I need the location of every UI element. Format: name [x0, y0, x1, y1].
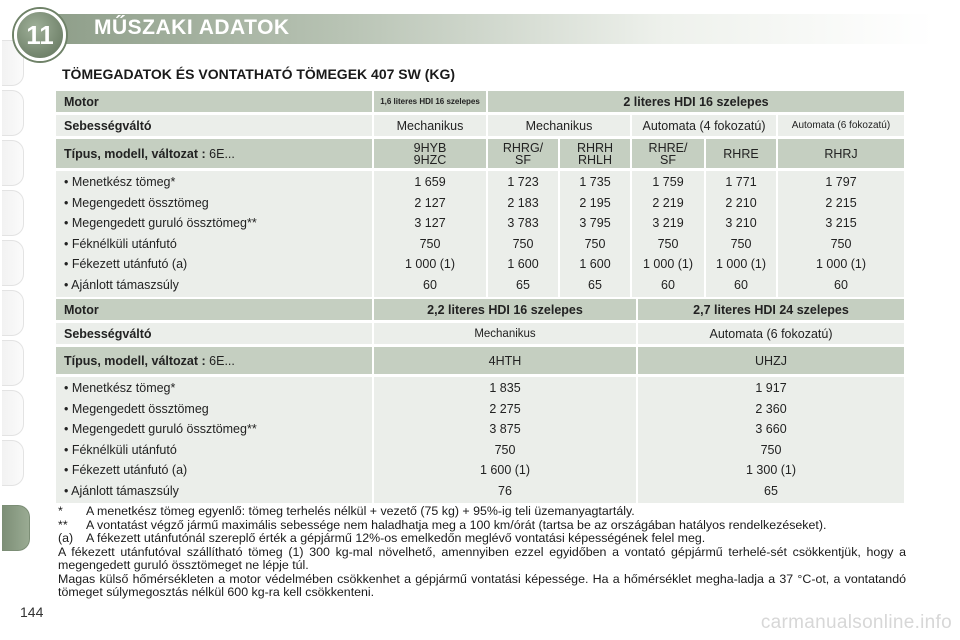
chapter-title: MŰSZAKI ADATOK [94, 16, 290, 39]
row-label: • Megengedett össztömeg [64, 401, 209, 416]
value-cell: 1 835 [489, 381, 521, 395]
note-paragraph: Magas külső hőmérsékleten a motor védelmében csökkenhet a gépjármű vontatási képessége. Ha a hőmérséklet megha-ladja a 37 °C-ot, a vontatandó tömeget súlymegosztás nélkül 600 kg-ra kell csökkenteni. [58, 571, 906, 599]
type-label [56, 347, 374, 374]
value-cell: 2 195 [579, 195, 611, 210]
chapter-tab[interactable] [2, 140, 24, 186]
motor-row [56, 91, 904, 112]
gearbox-value: Mechanikus [374, 323, 638, 344]
footnote [58, 505, 906, 519]
motor-name: 2,7 literes HDI 24 szelepes [638, 299, 904, 320]
chapter-tab[interactable] [2, 90, 24, 136]
value-cell: 76 [498, 483, 512, 498]
value-cell: 2 215 [825, 195, 857, 210]
gearbox-value: Automata (6 fokozatú) [778, 115, 904, 136]
type-code: RHRE [706, 139, 778, 168]
footnote [58, 532, 906, 546]
type-code-line: SF [515, 152, 531, 167]
row-labels [56, 171, 374, 297]
row-label: • Menetkész tömeg* [64, 381, 176, 395]
values-block [56, 171, 904, 297]
row-label: • Fékezett utánfutó (a) [64, 257, 188, 271]
value-cell: 1 735 [579, 175, 611, 189]
type-code-line: RHLH [577, 152, 613, 167]
value-column [632, 171, 706, 297]
gearbox-value: Automata (4 fokozatú) [632, 115, 778, 136]
row-label: • Megengedett guruló össztömeg** [64, 422, 257, 436]
value-cell: 750 [584, 236, 606, 251]
footnote-mark: * [58, 504, 63, 518]
chapter-tab[interactable] [2, 390, 24, 436]
value-cell: 2 275 [489, 401, 521, 416]
chapter-number-badge [14, 9, 66, 61]
motor-name: 1,6 literes HDI 16 szelepes [374, 91, 488, 112]
value-cell: 1 600 [507, 257, 539, 271]
motor-row [56, 299, 904, 320]
chapter-tab[interactable] [2, 340, 24, 386]
type-row [56, 139, 904, 168]
value-cell: 1 000 (1) [404, 257, 456, 271]
value-cell: 3 215 [825, 216, 857, 230]
value-cell: 750 [494, 442, 516, 457]
type-code-line: 9HZC [413, 152, 447, 167]
value-cell: 750 [730, 236, 752, 251]
value-cell: 2 219 [652, 195, 684, 210]
type-label [56, 139, 374, 168]
row-label: • Menetkész tömeg* [64, 175, 176, 189]
chapter-tab-active[interactable] [2, 505, 30, 551]
value-cell: 750 [657, 236, 679, 251]
footnotes [58, 505, 906, 600]
value-cell: 1 917 [755, 381, 787, 395]
gearbox-value: Mechanikus [374, 115, 488, 136]
value-cell: 1 300 (1) [745, 463, 797, 477]
value-cell: 2 360 [755, 401, 787, 416]
chapter-tab[interactable] [2, 190, 24, 236]
value-column [374, 377, 638, 503]
value-cell: 2 210 [725, 195, 757, 210]
gearbox-value: Mechanikus [488, 115, 632, 136]
row-label: • Féknélküli utánfutó [64, 236, 177, 251]
type-suffix: 6E... [209, 146, 235, 161]
motor-name: 2,2 literes HDI 16 szelepes [374, 299, 638, 320]
value-cell: 1 723 [507, 175, 539, 189]
footnote-mark: (a) [58, 531, 74, 545]
value-cell: 65 [588, 277, 602, 292]
value-cell: 2 183 [507, 195, 539, 210]
value-cell: 60 [734, 277, 748, 292]
gearbox-value: Automata (6 fokozatú) [638, 323, 904, 344]
weights-table-1 [56, 88, 904, 300]
value-cell: 60 [661, 277, 675, 292]
row-label: • Megengedett guruló össztömeg** [64, 216, 257, 230]
type-code [488, 139, 560, 168]
type-code [374, 139, 488, 168]
value-cell: 60 [834, 277, 848, 292]
gearbox-row [56, 115, 904, 136]
type-code-line: 9HYB [413, 140, 447, 155]
chapter-number: 11 [26, 19, 54, 50]
type-row [56, 347, 904, 374]
value-cell: 3 660 [755, 422, 787, 436]
motor-label: Motor [56, 91, 374, 112]
row-label: • Ajánlott támaszsúly [64, 483, 179, 498]
type-code: 4HTH [374, 347, 638, 374]
footnote-mark: ** [58, 517, 68, 532]
type-code-line: RHRH [576, 140, 614, 155]
type-suffix: 6E... [209, 353, 235, 368]
row-label: • Fékezett utánfutó (a) [64, 463, 188, 477]
value-cell: 750 [760, 442, 782, 457]
type-code: RHRJ [778, 139, 904, 168]
value-cell: 3 210 [725, 216, 757, 230]
value-column [374, 171, 488, 297]
value-cell: 1 759 [652, 175, 684, 189]
gearbox-label: Sebességváltó [56, 115, 374, 136]
type-code-line: RHRG/ [502, 140, 544, 155]
value-cell: 1 659 [414, 175, 446, 189]
footnote [58, 519, 906, 533]
motor-name: 2 literes HDI 16 szelepes [488, 91, 904, 112]
value-cell: 750 [830, 236, 852, 251]
value-cell: 1 771 [725, 175, 757, 189]
type-label-text: Típus, modell, változat : [64, 146, 206, 161]
type-code [632, 139, 706, 168]
type-code [560, 139, 632, 168]
value-cell: 1 000 (1) [715, 257, 767, 271]
value-cell: 1 000 (1) [815, 257, 867, 271]
value-cell: 65 [764, 483, 778, 498]
section-title: TÖMEGADATOK ÉS VONTATHATÓ TÖMEGEK 407 SW (KG) [62, 66, 456, 82]
values-block [56, 377, 904, 503]
chapter-tab[interactable] [2, 440, 24, 486]
gearbox-label: Sebességváltó [56, 323, 374, 344]
type-code: UHZJ [638, 347, 904, 374]
value-cell: 3 795 [579, 216, 611, 230]
footnote-text: A vontatást végző jármű maximális sebessége nem haladhatja meg a 100 km/órát (tartsa be az országában hatályos rendelkezéseket). [86, 517, 827, 532]
row-labels [56, 377, 374, 503]
value-cell: 1 600 (1) [479, 463, 531, 477]
value-cell: 3 219 [652, 216, 684, 230]
value-cell: 1 797 [825, 175, 857, 189]
value-cell: 60 [423, 277, 437, 292]
type-code-line: SF [660, 152, 676, 167]
footnote-text: A menetkész tömeg egyenlő: tömeg terhelés nélkül + vezető (75 kg) + 95%-ig teli üzemanyagtartály. [86, 504, 635, 518]
chapter-tab[interactable] [2, 240, 24, 286]
value-cell: 750 [512, 236, 534, 251]
footnote-text: A fékezett utánfutónál szereplő érték a gépjármű 12%-os emelkedőn meglévő vontatási képességének felel meg. [86, 531, 706, 545]
value-column [560, 171, 632, 297]
value-column [706, 171, 778, 297]
value-cell: 3 127 [414, 216, 446, 230]
chapter-tab[interactable] [2, 290, 24, 336]
value-cell: 2 127 [414, 195, 446, 210]
chapter-tab-strip [0, 0, 26, 640]
watermark: carmanualsonline.info [760, 612, 952, 633]
value-cell: 750 [419, 236, 441, 251]
value-cell: 1 600 [579, 257, 611, 271]
value-cell: 1 000 (1) [642, 257, 694, 271]
weights-table-2 [56, 296, 904, 506]
type-label-text: Típus, modell, változat : [64, 353, 206, 368]
value-cell: 3 783 [507, 216, 539, 230]
value-column [488, 171, 560, 297]
motor-label: Motor [56, 299, 374, 320]
row-label: • Ajánlott támaszsúly [64, 277, 179, 292]
value-column [638, 377, 904, 503]
value-cell: 65 [516, 277, 530, 292]
page-number: 144 [20, 604, 44, 620]
value-cell: 3 875 [489, 422, 521, 436]
note-paragraph: A fékezett utánfutóval szállítható tömeg (1) 300 kg-mal növelhető, amennyiben ezzel egyidőben a vontató gépjármű terhelé-sét csökkentjük, hogy a megengedett guruló össztömeget ne lépje túl. [58, 544, 906, 572]
type-code-line: RHRE/ [648, 140, 688, 155]
row-label: • Féknélküli utánfutó [64, 442, 177, 457]
gearbox-row [56, 323, 904, 344]
value-column [778, 171, 904, 297]
row-label: • Megengedett össztömeg [64, 195, 209, 210]
